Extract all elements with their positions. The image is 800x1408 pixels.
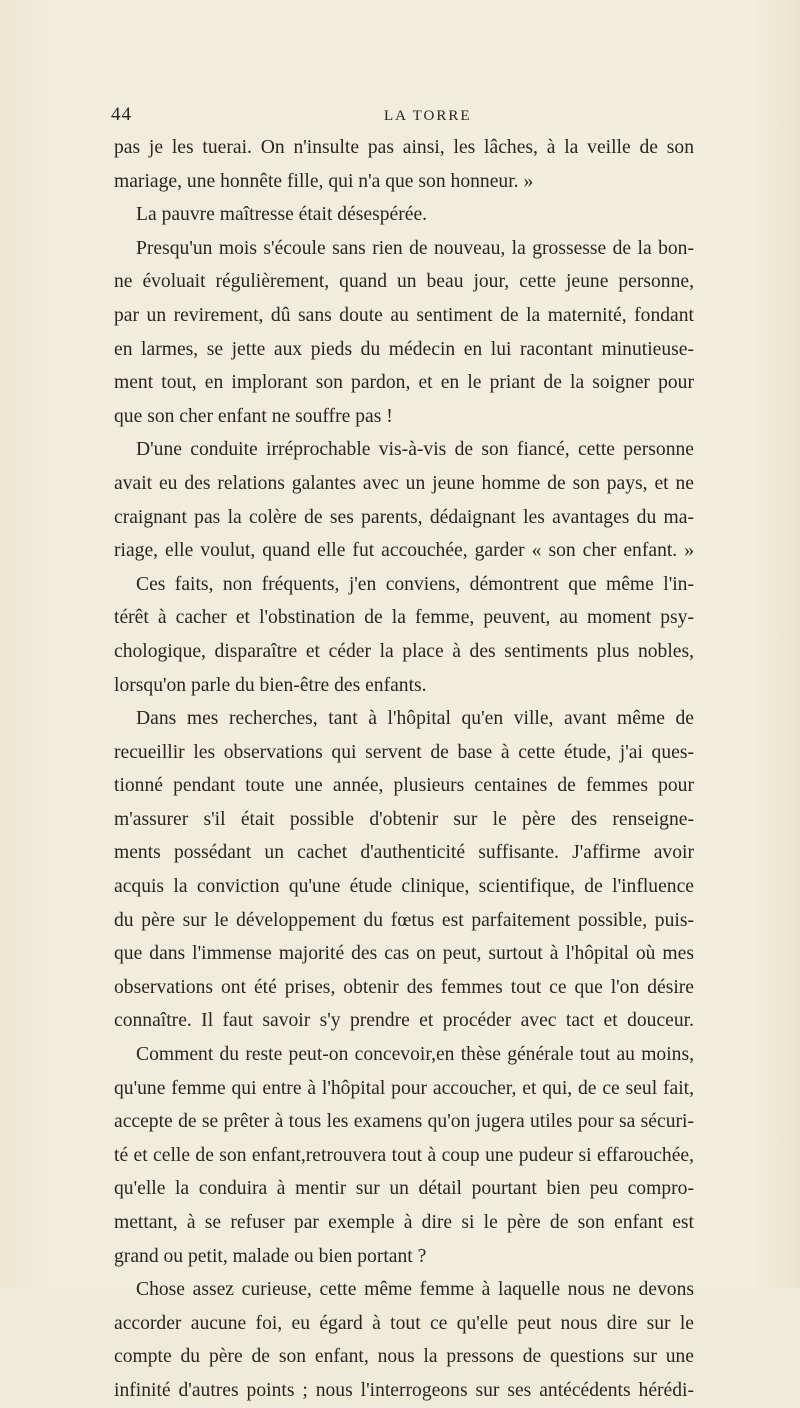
text-line: acquis la conviction qu'une étude clinique, scientifique, de l'influence bbox=[114, 876, 694, 898]
text-line: infinité d'autres points ; nous l'interrogeons sur ses antécédents hérédi- bbox=[114, 1379, 694, 1401]
text-line: chologique, disparaître et céder la place à des sentiments plus nobles, bbox=[114, 640, 694, 662]
text-line: m'assurer s'il était possible d'obtenir sur le père des renseigne- bbox=[114, 808, 694, 830]
text-line: ne évoluait régulièrement, quand un beau jour, cette jeune personne, bbox=[114, 271, 694, 293]
text-line: ment tout, en implorant son pardon, et en le priant de la soigner pour bbox=[114, 372, 694, 394]
text-line: Chose assez curieuse, cette même femme à laquelle nous ne devons bbox=[136, 1279, 694, 1301]
text-line: tionné pendant toute une année, plusieurs centaines de femmes pour bbox=[114, 775, 694, 797]
running-head: LA TORRE bbox=[384, 108, 472, 124]
text-line: térêt à cacher et l'obstination de la femme, peuvent, au moment psy- bbox=[114, 607, 694, 629]
text-line: mariage, une honnête fille, qui n'a que son honneur. » bbox=[114, 170, 534, 192]
text-line: que dans l'immense majorité des cas on peut, surtout à l'hôpital où mes bbox=[114, 943, 694, 965]
text-line: en larmes, se jette aux pieds du médecin en lui racontant minutieuse- bbox=[114, 338, 694, 360]
text-line: D'une conduite irréprochable vis-à-vis de son fiancé, cette personne bbox=[136, 439, 694, 461]
text-line: connaître. Il faut savoir s'y prendre et procéder avec tact et douceur. bbox=[114, 1010, 694, 1032]
text-line: accepte de se prêter à tous les examens qu'on jugera utiles pour sa sécuri- bbox=[114, 1111, 694, 1133]
text-line: Presqu'un mois s'écoule sans rien de nouveau, la grossesse de la bon- bbox=[136, 237, 694, 259]
text-line: craignant pas la colère de ses parents, dédaignant les avantages du ma- bbox=[114, 506, 694, 528]
text-line: Comment du reste peut-on concevoir,en thèse générale tout au moins, bbox=[136, 1044, 694, 1066]
text-line: mettant, à se refuser par exemple à dire si le père de son enfant est bbox=[114, 1212, 694, 1233]
text-line: compte du père de son enfant, nous la pressons de questions sur une bbox=[114, 1346, 694, 1368]
text-line: La pauvre maîtresse était désespérée. bbox=[136, 204, 428, 226]
text-line: par un revirement, dû sans doute au sentiment de la maternité, fondant bbox=[114, 304, 694, 326]
body-text bbox=[114, 131, 694, 1408]
text-line: qu'une femme qui entre à l'hôpital pour accoucher, et qui, de ce seul fait, bbox=[114, 1077, 694, 1099]
text-line: avait eu des relations galantes avec un jeune homme de son pays, et ne bbox=[114, 472, 694, 494]
text-line: té et celle de son enfant,retrouvera tout à coup une pudeur si effarouchée, bbox=[114, 1144, 694, 1166]
text-line: Dans mes recherches, tant à l'hôpital qu'en ville, avant même de bbox=[136, 708, 694, 730]
text-line: ments possédant un cachet d'authenticité suffisante. J'affirme avoir bbox=[114, 842, 694, 864]
page-header bbox=[0, 104, 800, 128]
text-line: du père sur le développement du fœtus est parfaitement possible, puis- bbox=[114, 909, 694, 931]
text-line: recueillir les observations qui servent de base à cette étude, j'ai ques- bbox=[114, 741, 694, 763]
text-line: qu'elle la conduira à mentir sur un détail pourtant bien peu compro- bbox=[114, 1178, 694, 1200]
text-line: que son cher enfant ne souffre pas ! bbox=[114, 405, 393, 427]
text-line: observations ont été prises, obtenir des femmes tout ce que l'on désire bbox=[114, 976, 694, 998]
text-line: pas je les tuerai. On n'insulte pas ainsi, les lâches, à la veille de son bbox=[114, 137, 694, 158]
page-number: 44 bbox=[111, 104, 132, 125]
text-line: grand ou petit, malade ou bien portant ? bbox=[114, 1245, 427, 1267]
text-line: Ces faits, non fréquents, j'en conviens, démontrent que même l'in- bbox=[136, 573, 694, 595]
text-line: lorsqu'on parle du bien-être des enfants. bbox=[114, 674, 427, 696]
text-line: accorder aucune foi, eu égard à tout ce qu'elle peut nous dire sur le bbox=[114, 1312, 694, 1334]
text-line: riage, elle voulut, quand elle fut accouchée, garder « son cher enfant. » bbox=[114, 540, 694, 562]
